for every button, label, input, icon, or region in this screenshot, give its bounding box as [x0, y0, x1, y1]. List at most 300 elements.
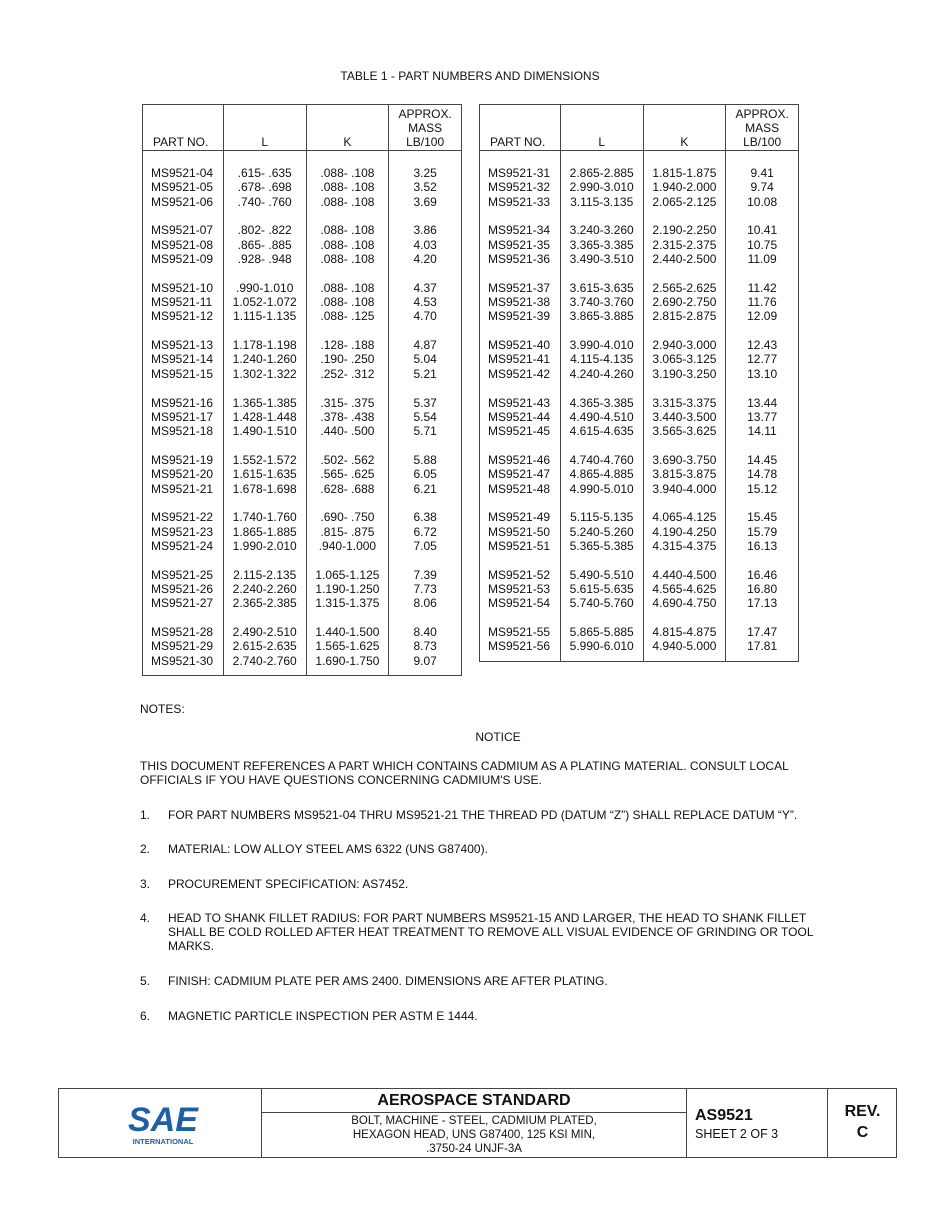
- k-dimension-cell: 1.565-1.625: [306, 639, 389, 653]
- l-dimension-cell: 3.240-3.260: [560, 223, 643, 237]
- table-row: [480, 639, 799, 661]
- mass-cell: 13.44: [726, 396, 799, 410]
- note-number: 4.: [140, 911, 151, 925]
- mass-cell: 11.42: [726, 281, 799, 295]
- table-row: [143, 539, 462, 553]
- part-number-cell: MS9521-43: [480, 396, 561, 410]
- table-row: [143, 582, 462, 596]
- k-dimension-cell: 3.190-3.250: [643, 367, 726, 381]
- table-row: [143, 510, 462, 524]
- table-row: [480, 467, 799, 481]
- mass-cell: 15.45: [726, 510, 799, 524]
- table-row: [143, 396, 462, 410]
- l-dimension-cell: 2.865-2.885: [560, 151, 643, 181]
- k-dimension-cell: .088- .108: [306, 238, 389, 252]
- group-spacer: [143, 553, 462, 568]
- l-dimension-cell: 4.865-4.885: [560, 467, 643, 481]
- note-number: 2.: [140, 842, 151, 856]
- mass-cell: 15.12: [726, 482, 799, 496]
- l-dimension-cell: 1.552-1.572: [223, 453, 306, 467]
- sae-logo: [127, 1101, 199, 1147]
- mass-cell: 6.05: [389, 467, 462, 481]
- l-dimension-cell: 2.115-2.135: [223, 568, 306, 582]
- k-dimension-cell: 2.440-2.500: [643, 252, 726, 266]
- l-dimension-cell: 1.490-1.510: [223, 424, 306, 438]
- l-dimension-cell: 4.615-4.635: [560, 424, 643, 438]
- group-spacer: [143, 611, 462, 626]
- k-dimension-cell: .252- .312: [306, 367, 389, 381]
- parts-table-left: [142, 104, 462, 676]
- mass-cell: 6.72: [389, 525, 462, 539]
- k-dimension-cell: 1.440-1.500: [306, 625, 389, 639]
- k-dimension-cell: 4.065-4.125: [643, 510, 726, 524]
- mass-cell: 17.81: [726, 639, 799, 661]
- l-dimension-cell: 1.615-1.635: [223, 467, 306, 481]
- table-row: [143, 467, 462, 481]
- mass-cell: 4.53: [389, 295, 462, 309]
- group-spacer: [143, 324, 462, 339]
- l-dimension-cell: 3.115-3.135: [560, 195, 643, 209]
- k-dimension-cell: .378- .438: [306, 410, 389, 424]
- mass-cell: 16.46: [726, 568, 799, 582]
- revision-cell: [828, 1089, 897, 1157]
- part-number-cell: MS9521-14: [143, 352, 224, 366]
- column-header-k: K: [643, 105, 726, 151]
- k-dimension-cell: 4.690-4.750: [643, 596, 726, 610]
- l-dimension-cell: 2.990-3.010: [560, 180, 643, 194]
- k-dimension-cell: .088- .108: [306, 180, 389, 194]
- note-text: MAGNETIC PARTICLE INSPECTION PER ASTM E 1444.: [168, 1009, 478, 1023]
- part-number-cell: MS9521-39: [480, 309, 561, 323]
- mass-cell: 4.87: [389, 338, 462, 352]
- note-number: 1.: [140, 808, 151, 822]
- group-spacer: [480, 611, 799, 626]
- l-dimension-cell: 1.240-1.260: [223, 352, 306, 366]
- table-row: [143, 151, 462, 181]
- part-number-cell: MS9521-24: [143, 539, 224, 553]
- part-number-cell: MS9521-31: [480, 151, 561, 181]
- l-dimension-cell: 3.990-4.010: [560, 338, 643, 352]
- group-spacer: [143, 381, 462, 396]
- table-row: [480, 596, 799, 610]
- k-dimension-cell: 2.190-2.250: [643, 223, 726, 237]
- l-dimension-cell: 1.115-1.135: [223, 309, 306, 323]
- note-item: [140, 1009, 840, 1023]
- l-dimension-cell: 4.240-4.260: [560, 367, 643, 381]
- mass-cell: 14.45: [726, 453, 799, 467]
- part-number-cell: MS9521-44: [480, 410, 561, 424]
- table-row: [143, 453, 462, 467]
- table-row: [480, 195, 799, 209]
- k-dimension-cell: .940-1.000: [306, 539, 389, 553]
- k-dimension-cell: 4.565-4.625: [643, 582, 726, 596]
- table-row: [143, 338, 462, 352]
- l-dimension-cell: 1.678-1.698: [223, 482, 306, 496]
- part-number-cell: MS9521-10: [143, 281, 224, 295]
- sae-logo-text: SAE: [128, 1101, 198, 1139]
- part-number-cell: MS9521-22: [143, 510, 224, 524]
- k-dimension-cell: 1.940-2.000: [643, 180, 726, 194]
- mass-cell: 8.73: [389, 639, 462, 653]
- l-dimension-cell: 4.365-3.385: [560, 396, 643, 410]
- part-number-cell: MS9521-06: [143, 195, 224, 209]
- k-dimension-cell: .628- .688: [306, 482, 389, 496]
- k-dimension-cell: .502- .562: [306, 453, 389, 467]
- part-number-cell: MS9521-52: [480, 568, 561, 582]
- note-text: HEAD TO SHANK FILLET RADIUS: FOR PART NUMBERS MS9521-15 AND LARGER, THE HEAD TO SHANK FILLET SHALL BE COLD ROLLED AFTER HEAT TREATMENT TO REMOVE ALL VISUAL EVIDENCE OF GRINDING OR TOOL MARKS.: [168, 911, 814, 953]
- table-row: [143, 281, 462, 295]
- mass-cell: 12.09: [726, 309, 799, 323]
- title-cell: [262, 1089, 687, 1157]
- k-dimension-cell: 3.690-3.750: [643, 453, 726, 467]
- table-row: [143, 252, 462, 266]
- k-dimension-cell: .190- .250: [306, 352, 389, 366]
- part-number-cell: MS9521-19: [143, 453, 224, 467]
- part-number-cell: MS9521-51: [480, 539, 561, 553]
- mass-header-line-1: APPROX.: [398, 107, 452, 121]
- logo-cell: [59, 1089, 262, 1157]
- part-number-cell: MS9521-35: [480, 238, 561, 252]
- k-dimension-cell: 2.315-2.375: [643, 238, 726, 252]
- table-row: [480, 625, 799, 639]
- mass-cell: 7.05: [389, 539, 462, 553]
- table-row: [480, 238, 799, 252]
- k-dimension-cell: 3.565-3.625: [643, 424, 726, 438]
- notice-heading: NOTICE: [475, 730, 521, 744]
- part-number-cell: MS9521-36: [480, 252, 561, 266]
- part-number-cell: MS9521-53: [480, 582, 561, 596]
- part-number-cell: MS9521-11: [143, 295, 224, 309]
- k-dimension-cell: .315- .375: [306, 396, 389, 410]
- l-dimension-cell: 1.365-1.385: [223, 396, 306, 410]
- l-dimension-cell: .802- .822: [223, 223, 306, 237]
- part-number-cell: MS9521-32: [480, 180, 561, 194]
- l-dimension-cell: 1.428-1.448: [223, 410, 306, 424]
- sae-logo-subtext: INTERNATIONAL: [132, 1137, 194, 1146]
- table-row: [143, 568, 462, 582]
- revision-value: C: [856, 1124, 869, 1141]
- column-header-mass: [726, 105, 799, 151]
- mass-cell: 14.78: [726, 467, 799, 481]
- mass-cell: 8.40: [389, 625, 462, 639]
- note-text: MATERIAL: LOW ALLOY STEEL AMS 6322 (UNS G87400).: [168, 842, 488, 856]
- table-row: [480, 223, 799, 237]
- k-dimension-cell: 1.690-1.750: [306, 654, 389, 676]
- l-dimension-cell: .615- .635: [223, 151, 306, 181]
- k-dimension-cell: .088- .108: [306, 223, 389, 237]
- part-number-cell: MS9521-23: [143, 525, 224, 539]
- document-number: AS9521: [695, 1107, 753, 1124]
- mass-header-line-3: LB/100: [406, 135, 445, 149]
- k-dimension-cell: .690- .750: [306, 510, 389, 524]
- table-row: [143, 525, 462, 539]
- document-number-cell: [687, 1089, 828, 1157]
- k-dimension-cell: 2.690-2.750: [643, 295, 726, 309]
- part-number-cell: MS9521-54: [480, 596, 561, 610]
- part-number-cell: MS9521-25: [143, 568, 224, 582]
- title-block: [58, 1088, 897, 1158]
- k-dimension-cell: .565- .625: [306, 467, 389, 481]
- table-row: [480, 352, 799, 366]
- part-number-cell: MS9521-20: [143, 467, 224, 481]
- l-dimension-cell: 1.178-1.198: [223, 338, 306, 352]
- mass-cell: 5.88: [389, 453, 462, 467]
- table-row: [480, 568, 799, 582]
- part-number-cell: MS9521-33: [480, 195, 561, 209]
- mass-cell: 13.77: [726, 410, 799, 424]
- column-header-part-no: PART NO.: [480, 105, 561, 151]
- mass-cell: 9.41: [726, 151, 799, 181]
- mass-cell: 3.25: [389, 151, 462, 181]
- l-dimension-cell: .865- .885: [223, 238, 306, 252]
- group-spacer: [480, 496, 799, 511]
- table-row: [143, 295, 462, 309]
- part-number-cell: MS9521-49: [480, 510, 561, 524]
- table-row: [480, 582, 799, 596]
- table-row: [143, 654, 462, 676]
- table-row: [480, 539, 799, 553]
- note-item: [140, 911, 840, 953]
- group-spacer: [143, 496, 462, 511]
- k-dimension-cell: .088- .108: [306, 151, 389, 181]
- l-dimension-cell: 4.990-5.010: [560, 482, 643, 496]
- table-row: [143, 596, 462, 610]
- description-line-1: BOLT, MACHINE - STEEL, CADMIUM PLATED,: [351, 1115, 597, 1127]
- k-dimension-cell: .088- .108: [306, 281, 389, 295]
- mass-cell: 10.08: [726, 195, 799, 209]
- part-number-cell: MS9521-45: [480, 424, 561, 438]
- l-dimension-cell: 5.490-5.510: [560, 568, 643, 582]
- part-number-cell: MS9521-37: [480, 281, 561, 295]
- column-header-mass: [389, 105, 462, 151]
- mass-cell: 9.07: [389, 654, 462, 676]
- table-row: [480, 396, 799, 410]
- k-dimension-cell: .088- .108: [306, 252, 389, 266]
- part-number-cell: MS9521-34: [480, 223, 561, 237]
- l-dimension-cell: 3.865-3.885: [560, 309, 643, 323]
- l-dimension-cell: 2.740-2.760: [223, 654, 306, 676]
- part-number-cell: MS9521-12: [143, 309, 224, 323]
- k-dimension-cell: 3.440-3.500: [643, 410, 726, 424]
- table-row: [143, 424, 462, 438]
- mass-cell: 10.75: [726, 238, 799, 252]
- part-number-cell: MS9521-41: [480, 352, 561, 366]
- mass-cell: 10.41: [726, 223, 799, 237]
- standard-heading: AEROSPACE STANDARD: [262, 1089, 686, 1113]
- column-header-l: L: [223, 105, 306, 151]
- mass-cell: 15.79: [726, 525, 799, 539]
- k-dimension-cell: 2.940-3.000: [643, 338, 726, 352]
- note-item: [140, 877, 840, 891]
- note-item: [140, 842, 840, 856]
- note-text: FINISH: CADMIUM PLATE PER AMS 2400. DIMENSIONS ARE AFTER PLATING.: [168, 974, 608, 988]
- mass-cell: 14.11: [726, 424, 799, 438]
- part-number-cell: MS9521-07: [143, 223, 224, 237]
- table-row: [480, 151, 799, 181]
- mass-cell: 5.21: [389, 367, 462, 381]
- mass-cell: 4.03: [389, 238, 462, 252]
- note-text: PROCUREMENT SPECIFICATION: AS7452.: [168, 877, 409, 891]
- description-line-3: .3750-24 UNJF-3A: [426, 1143, 522, 1155]
- mass-cell: 8.06: [389, 596, 462, 610]
- k-dimension-cell: .815- .875: [306, 525, 389, 539]
- table-row: [480, 510, 799, 524]
- part-number-cell: MS9521-04: [143, 151, 224, 181]
- mass-header-line-3: LB/100: [743, 135, 782, 149]
- description-line-2: HEXAGON HEAD, UNS G87400, 125 KSI MIN,: [352, 1129, 596, 1141]
- l-dimension-cell: 3.615-3.635: [560, 281, 643, 295]
- table-row: [480, 453, 799, 467]
- k-dimension-cell: 3.940-4.000: [643, 482, 726, 496]
- parts-table-left-body: [143, 151, 462, 676]
- table-row: [480, 367, 799, 381]
- l-dimension-cell: 3.365-3.385: [560, 238, 643, 252]
- k-dimension-cell: .440- .500: [306, 424, 389, 438]
- part-number-cell: MS9521-29: [143, 639, 224, 653]
- table-row: [480, 410, 799, 424]
- l-dimension-cell: 5.615-5.635: [560, 582, 643, 596]
- l-dimension-cell: 5.740-5.760: [560, 596, 643, 610]
- l-dimension-cell: 1.740-1.760: [223, 510, 306, 524]
- table-row: [143, 238, 462, 252]
- part-number-cell: MS9521-47: [480, 467, 561, 481]
- k-dimension-cell: 4.190-4.250: [643, 525, 726, 539]
- mass-cell: 12.43: [726, 338, 799, 352]
- mass-cell: 7.39: [389, 568, 462, 582]
- part-number-cell: MS9521-05: [143, 180, 224, 194]
- column-header-k: K: [306, 105, 389, 151]
- group-spacer: [480, 209, 799, 224]
- standard-description: [262, 1114, 686, 1156]
- mass-cell: 6.21: [389, 482, 462, 496]
- k-dimension-cell: .088- .108: [306, 195, 389, 209]
- table-row: [143, 223, 462, 237]
- k-dimension-cell: 1.065-1.125: [306, 568, 389, 582]
- mass-cell: 6.38: [389, 510, 462, 524]
- l-dimension-cell: 1.302-1.322: [223, 367, 306, 381]
- k-dimension-cell: 3.065-3.125: [643, 352, 726, 366]
- k-dimension-cell: 2.815-2.875: [643, 309, 726, 323]
- mass-cell: 3.86: [389, 223, 462, 237]
- mass-cell: 17.13: [726, 596, 799, 610]
- k-dimension-cell: 2.065-2.125: [643, 195, 726, 209]
- l-dimension-cell: 4.740-4.760: [560, 453, 643, 467]
- table-row: [143, 309, 462, 323]
- k-dimension-cell: 3.315-3.375: [643, 396, 726, 410]
- note-number: 5.: [140, 974, 151, 988]
- l-dimension-cell: .678- .698: [223, 180, 306, 194]
- note-number: 6.: [140, 1009, 151, 1023]
- mass-cell: 4.70: [389, 309, 462, 323]
- l-dimension-cell: 1.990-2.010: [223, 539, 306, 553]
- table-row: [480, 180, 799, 194]
- k-dimension-cell: 3.815-3.875: [643, 467, 726, 481]
- mass-cell: 17.47: [726, 625, 799, 639]
- table-row: [480, 338, 799, 352]
- group-spacer: [480, 438, 799, 453]
- table-row: [480, 309, 799, 323]
- table-row: [143, 195, 462, 209]
- mass-cell: 3.52: [389, 180, 462, 194]
- part-number-cell: MS9521-08: [143, 238, 224, 252]
- note-item: [140, 974, 840, 988]
- table-row: [143, 410, 462, 424]
- mass-cell: 11.76: [726, 295, 799, 309]
- l-dimension-cell: 5.865-5.885: [560, 625, 643, 639]
- group-spacer: [143, 266, 462, 281]
- table-row: [480, 281, 799, 295]
- mass-cell: 5.54: [389, 410, 462, 424]
- table-row: [143, 482, 462, 496]
- table-row: [143, 639, 462, 653]
- mass-header-line-2: MASS: [745, 121, 780, 135]
- part-number-cell: MS9521-56: [480, 639, 561, 661]
- group-spacer: [480, 324, 799, 339]
- l-dimension-cell: 2.615-2.635: [223, 639, 306, 653]
- group-spacer: [143, 209, 462, 224]
- l-dimension-cell: 1.865-1.885: [223, 525, 306, 539]
- mass-cell: 16.80: [726, 582, 799, 596]
- l-dimension-cell: 5.240-5.260: [560, 525, 643, 539]
- mass-cell: 16.13: [726, 539, 799, 553]
- mass-cell: 7.73: [389, 582, 462, 596]
- k-dimension-cell: 4.815-4.875: [643, 625, 726, 639]
- l-dimension-cell: 4.490-4.510: [560, 410, 643, 424]
- part-number-cell: MS9521-46: [480, 453, 561, 467]
- group-spacer: [143, 438, 462, 453]
- l-dimension-cell: 5.115-5.135: [560, 510, 643, 524]
- note-item: [140, 808, 840, 822]
- k-dimension-cell: .088- .125: [306, 309, 389, 323]
- part-number-cell: MS9521-17: [143, 410, 224, 424]
- part-number-cell: MS9521-21: [143, 482, 224, 496]
- l-dimension-cell: 2.240-2.260: [223, 582, 306, 596]
- part-number-cell: MS9521-42: [480, 367, 561, 381]
- part-number-cell: MS9521-38: [480, 295, 561, 309]
- table-row: [143, 367, 462, 381]
- notes-label: NOTES:: [140, 702, 185, 716]
- part-number-cell: MS9521-09: [143, 252, 224, 266]
- l-dimension-cell: 5.365-5.385: [560, 539, 643, 553]
- l-dimension-cell: .740- .760: [223, 195, 306, 209]
- k-dimension-cell: 4.940-5.000: [643, 639, 726, 661]
- part-number-cell: MS9521-48: [480, 482, 561, 496]
- table-row: [480, 424, 799, 438]
- mass-cell: 12.77: [726, 352, 799, 366]
- column-header-part-no: PART NO.: [143, 105, 224, 151]
- group-spacer: [480, 266, 799, 281]
- l-dimension-cell: .990-1.010: [223, 281, 306, 295]
- l-dimension-cell: 1.052-1.072: [223, 295, 306, 309]
- table-title: TABLE 1 - PART NUMBERS AND DIMENSIONS: [340, 69, 600, 83]
- mass-cell: 13.10: [726, 367, 799, 381]
- part-number-cell: MS9521-15: [143, 367, 224, 381]
- part-number-cell: MS9521-13: [143, 338, 224, 352]
- group-spacer: [480, 553, 799, 568]
- mass-cell: 5.04: [389, 352, 462, 366]
- part-number-cell: MS9521-18: [143, 424, 224, 438]
- part-number-cell: MS9521-40: [480, 338, 561, 352]
- part-number-cell: MS9521-27: [143, 596, 224, 610]
- mass-cell: 4.37: [389, 281, 462, 295]
- table-row: [480, 525, 799, 539]
- parts-table-right-body: [480, 151, 799, 662]
- k-dimension-cell: 1.315-1.375: [306, 596, 389, 610]
- part-number-cell: MS9521-26: [143, 582, 224, 596]
- mass-cell: 3.69: [389, 195, 462, 209]
- k-dimension-cell: 2.565-2.625: [643, 281, 726, 295]
- part-number-cell: MS9521-16: [143, 396, 224, 410]
